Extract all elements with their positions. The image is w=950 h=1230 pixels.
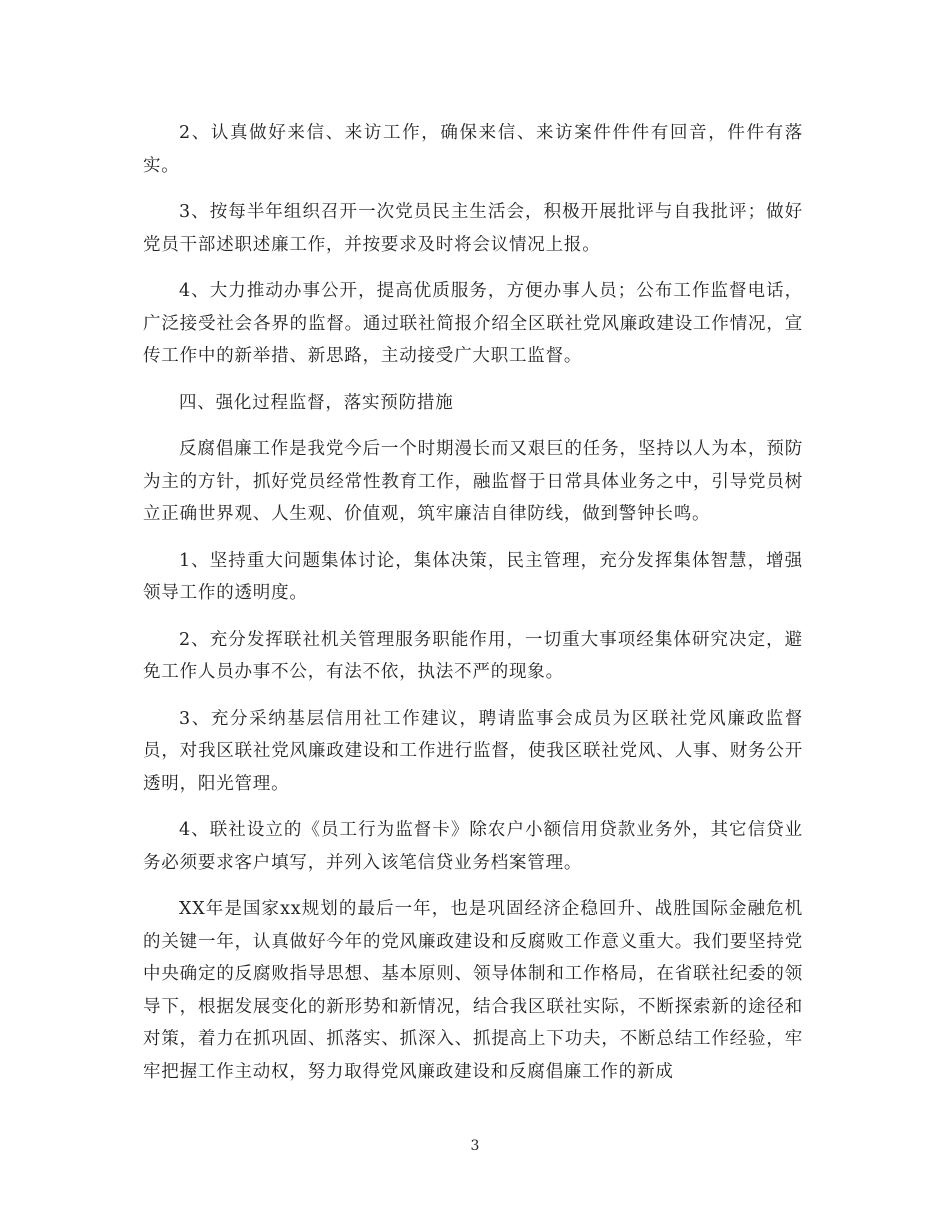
paragraph-anti-corruption-intro: 反腐倡廉工作是我党今后一个时期漫长而又艰巨的任务，坚持以人为本，预防为主的方针，抓好党员经常性教育工作，融监督于日常具体业务之中，引导党员树立正确世界观、人生观、价值观，筑牢廉洁自律防线，做到警钟长鸣。 xyxy=(143,439,803,524)
paragraph-item-4-openness: 4、大力推动办事公开，提高优质服务，方便办事人员；公布工作监督电话，广泛接受社会各界的监督。通过联社简报介绍全区联社党风廉政建设工作情况，宣传工作中的新举措、新思路，主动接受广大职工监督。 xyxy=(143,281,803,366)
paragraph-item-3-meeting: 3、按每半年组织召开一次党员民主生活会，积极开展批评与自我批评；做好党员干部述职述廉工作，并按要求及时将会议情况上报。 xyxy=(143,202,803,255)
paragraph-item-2-service: 2、充分发挥联社机关管理服务职能作用，一切重大事项经集体研究决定，避免工作人员办事不公，有法不依，执法不严的现象。 xyxy=(143,629,803,682)
paragraph-item-4-supervision-card: 4、联社设立的《员工行为监督卡》除农户小额信用贷款业务外，其它信贷业务必须要求客户填写，并列入该笔信贷业务档案管理。 xyxy=(143,820,803,873)
section-heading-four: 四、强化过程监督，落实预防措施 xyxy=(179,392,454,413)
page-number: 3 xyxy=(470,1138,480,1154)
paragraph-year-summary: XX年是国家xx规划的最后一年，也是巩固经济企稳回升、战胜国际金融危机的关键一年，认真做好今年的党风廉政建设和反腐败工作意义重大。我们要坚持党中央确定的反腐败指导思想、基本原则、领导体制和工作格局，在省联社纪委的领导下，根据发展变化的新形势和新情况，结合我区联社实际，不断探索新的途径和对策，着力在抓巩固、抓落实、抓深入、抓提高上下功夫，不断总结工作经验，牢牢把握工作主动权，努力取得党风廉政建设和反腐倡廉工作的新成 xyxy=(143,899,803,1082)
paragraph-item-2-letters: 2、认真做好来信、来访工作，确保来信、来访案件件件有回音，件件有落实。 xyxy=(143,123,803,176)
paragraph-item-3-supervisors: 3、充分采纳基层信用社工作建议，聘请监事会成员为区联社党风廉政监督员，对我区联社党风廉政建设和工作进行监督，使我区联社党风、人事、财务公开透明，阳光管理。 xyxy=(143,708,803,794)
page-body xyxy=(143,117,803,1102)
paragraph-item-1-collective: 1、坚持重大问题集体讨论，集体决策，民主管理，充分发挥集体智慧，增强领导工作的透明度。 xyxy=(143,550,803,603)
